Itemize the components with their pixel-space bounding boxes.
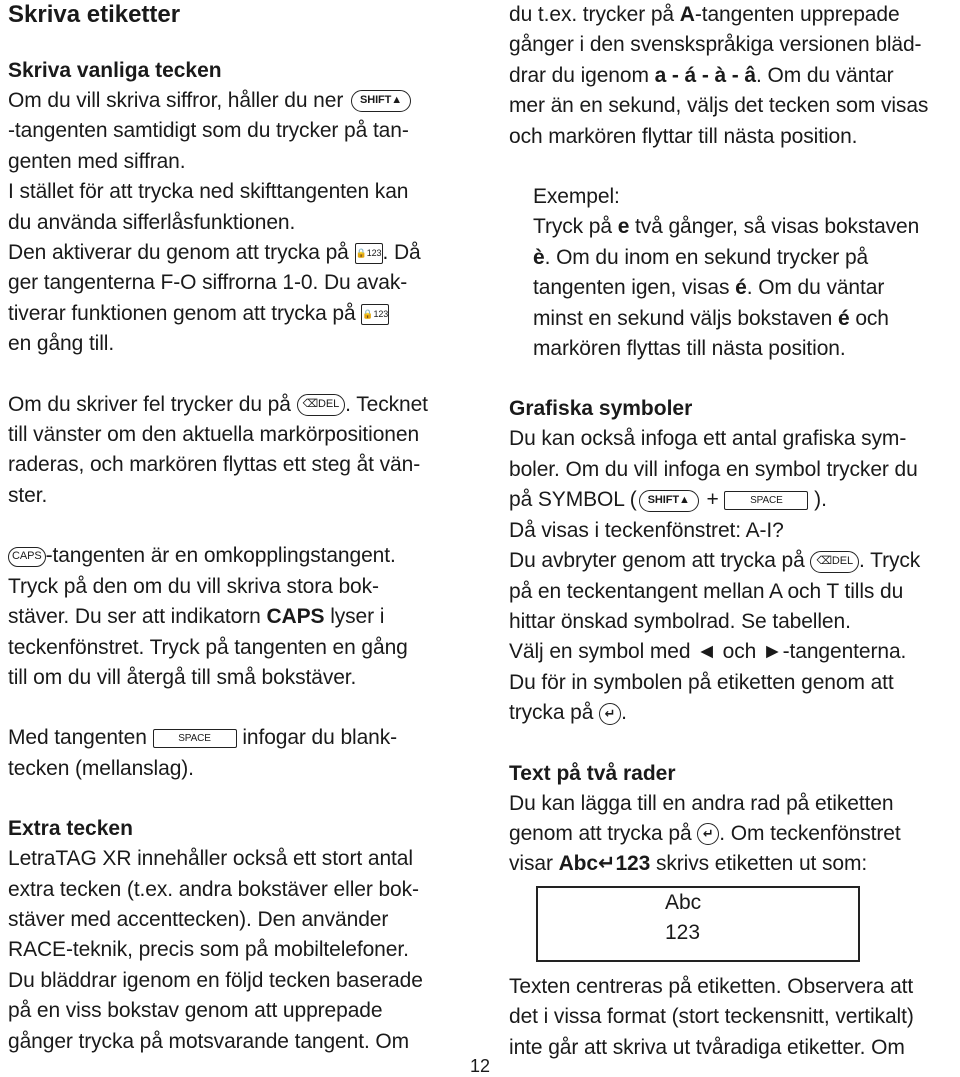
text-line: Den aktiverar du genom att trycka på 🔒123. Då	[8, 241, 421, 265]
text-line: till vänster om den aktuella markörpositionen	[8, 423, 420, 447]
page-number: 12	[470, 1056, 491, 1076]
space-key-icon: SPACE	[724, 491, 808, 510]
text-line: extra tecken (t.ex. andra bokstäver eller bok-	[8, 877, 419, 901]
text-line: raderas, och markören flyttas ett steg åt vän-	[8, 453, 421, 477]
text-line: Då visas i teckenfönstret: A-I?	[509, 518, 784, 542]
text-line: RACE-teknik, precis som på mobiltelefoner.	[8, 938, 409, 962]
text-line: på SYMBOL ( SHIFT▲ + SPACE ).	[509, 488, 827, 512]
text-line: visar Abc↵123 skrivs etiketten ut som:	[509, 852, 868, 876]
text-line: teckenfönstret. Tryck på tangenten en gång	[8, 635, 408, 659]
text-line: LetraTAG XR innehåller också ett stort antal	[8, 847, 413, 871]
text-line: stäver med accenttecken). Den använder	[8, 907, 389, 931]
text-line: minst en sekund väljs bokstaven é och	[533, 306, 889, 330]
text-line: trycka på ↵ .	[509, 701, 627, 725]
text-line: Om du vill skriva siffror, håller du ner SHIFT▲	[8, 86, 456, 116]
text-line: è. Om du inom en sekund trycker på	[533, 245, 869, 269]
text-line: och markören flyttar till nästa position.	[509, 124, 858, 148]
text-line: drar du igenom a - á - à - â. Om du väntar	[509, 63, 894, 87]
text-line: Du avbryter genom att trycka på ⌫DEL . Tryck	[509, 549, 921, 573]
text-line: -tangenten samtidigt som du trycker på tan-	[8, 119, 409, 143]
shift-key-icon: SHIFT▲	[351, 90, 411, 112]
text-line: tiverar funktionen genom att trycka på 🔒123	[8, 301, 389, 325]
heading-extra-chars: Extra tecken	[8, 817, 133, 841]
arrow-right-icon: ►	[761, 640, 783, 664]
text-line: gånger trycka på motsvarande tangent. Om	[8, 1029, 410, 1053]
label-line-2: 123	[665, 920, 701, 944]
text-line: du t.ex. trycker på A-tangenten upprepade	[509, 3, 900, 26]
text-line: Du kan lägga till en andra rad på etiketten	[509, 791, 894, 815]
text-line: Texten centreras på etiketten. Observera att	[509, 974, 914, 998]
text-line: på en viss bokstav genom att upprepade	[8, 999, 383, 1023]
text-line: Du kan också infoga ett antal grafiska sym-	[509, 427, 907, 451]
text-line: tecken (mellanslag).	[8, 756, 194, 780]
text-line: till om du vill återgå till små bokstäver.	[8, 665, 357, 689]
text-line: stäver. Du ser att indikatorn CAPS lyser i	[8, 605, 385, 629]
text-line: Välj en symbol med ◄ och ►-tangenterna.	[509, 640, 907, 664]
text-line: boler. Om du vill infoga en symbol trycker du	[509, 457, 918, 481]
text-line: ster.	[8, 483, 48, 507]
space-key-icon: SPACE	[153, 729, 237, 748]
text-line: genom att trycka på ↵ . Om teckenfönstret	[509, 821, 901, 845]
text-line: Tryck på e två gånger, så visas bokstaven	[533, 215, 920, 239]
arrow-left-icon: ◄	[696, 640, 717, 664]
text-line: hittar önskad symbolrad. Se tabellen.	[509, 609, 851, 633]
enter-key-icon: ↵	[697, 823, 719, 845]
heading-graphic-symbols: Grafiska symboler	[509, 397, 693, 421]
delete-key-icon: ⌫DEL	[297, 394, 346, 416]
text-line: markören flyttas till nästa position.	[533, 337, 846, 361]
heading-two-lines: Text på två rader	[509, 761, 676, 785]
example-block	[509, 182, 957, 364]
text-line: gånger i den svenskspråkiga versionen bläd-	[509, 33, 922, 57]
caps-key-icon: CAPS	[8, 547, 46, 567]
label-line-1: Abc	[665, 890, 702, 914]
text-line: mer än en sekund, väljs det tecken som visas	[509, 94, 929, 118]
text-line: inte går att skriva ut tvåradiga etiketter. Om	[509, 1035, 905, 1059]
text-line: Om du skriver fel trycker du på ⌫DEL . Tecknet	[8, 392, 428, 416]
heading-regular-chars: Skriva vanliga tecken	[8, 59, 222, 82]
text-line: Tryck på den om du vill skriva stora bok-	[8, 574, 379, 598]
text-line: I stället för att trycka ned skifttangenten kan	[8, 180, 409, 204]
enter-key-icon: ↵	[599, 703, 621, 725]
text-line: CAPS -tangenten är en omkopplingstangent.	[8, 541, 456, 571]
text-line: ger tangenterna F-O siffrorna 1-0. Du avak-	[8, 271, 408, 295]
text-line: det i vissa format (stort teckensnitt, vertikalt)	[509, 1005, 914, 1029]
page-title: Skriva etiketter	[8, 1, 181, 28]
text-line: genten med siffran.	[8, 149, 186, 173]
text-line: tangenten igen, visas é. Om du väntar	[533, 276, 885, 300]
numlock-key-icon: 🔒123	[361, 304, 389, 325]
example-label: Exempel:	[533, 185, 620, 209]
text-line: du använda sifferlåsfunktionen.	[8, 210, 296, 234]
right-column	[509, 0, 957, 1063]
text-line: Du för in symbolen på etiketten genom att	[509, 670, 894, 694]
text-line: på en teckentangent mellan A och T tills du	[509, 579, 904, 603]
left-column	[8, 56, 456, 1057]
text-line: Med tangenten SPACE infogar du blank-	[8, 726, 398, 750]
numlock-key-icon: 🔒123	[355, 243, 383, 264]
shift-key-icon: SHIFT▲	[639, 490, 699, 512]
label-preview	[536, 886, 860, 962]
text-line: Du bläddrar igenom en följd tecken baserade	[8, 968, 423, 992]
text-line: en gång till.	[8, 332, 115, 356]
delete-key-icon: ⌫DEL	[810, 551, 859, 573]
